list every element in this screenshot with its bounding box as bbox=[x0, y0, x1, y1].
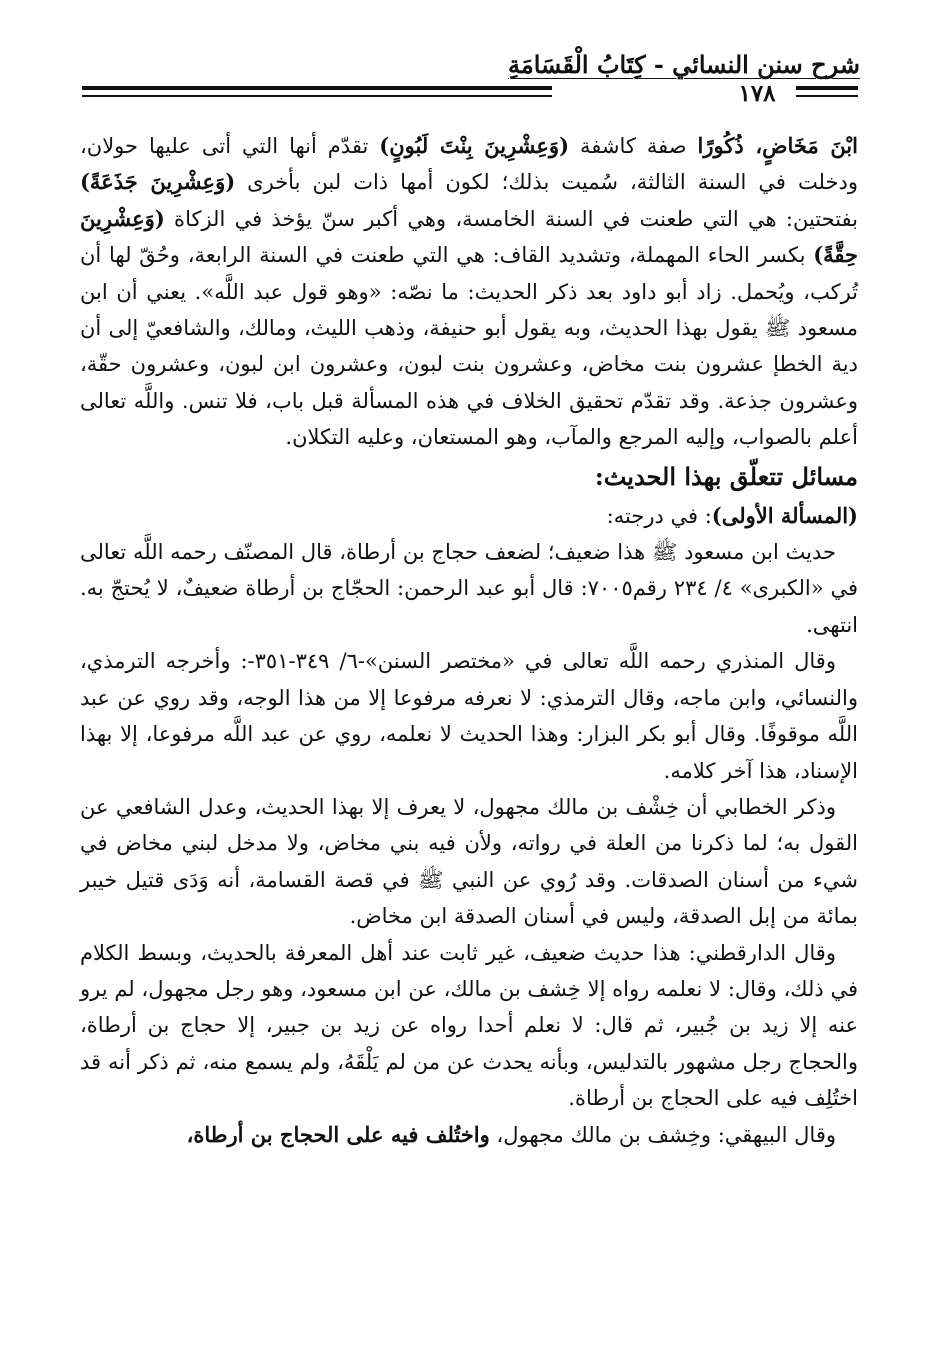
issue-line: (المسألة الأولى): في درجته: bbox=[606, 502, 858, 528]
paragraph-2: حديث ابن مسعود ﷺ هذا ضعيف؛ لضعف حجاج بن أرطاة، قال المصنّف رحمه اللَّه تعالى في «الكبرى» ٤/ ٢٣٤ رقم٧٠٠٥: قال أبو عبد الرحمن: الحجّاج بن أرطاة ضعيفٌ، لا يُحتجّ به. انتهى. bbox=[80, 540, 858, 637]
bold-phrase: واختُلف فيه على الحجاج بن أرطاة، bbox=[186, 1121, 490, 1147]
paragraph-6: وقال البيهقي: وخِشف بن مالك مجهول، واختُلف فيه على الحجاج بن أرطاة، bbox=[186, 1121, 836, 1147]
page-number: ١٧٨ bbox=[738, 80, 776, 107]
issue-label: (المسألة الأولى) bbox=[711, 502, 858, 528]
running-header-title: شرح سنن النسائي - كِتَابُ الْقَسَامَةِ bbox=[508, 50, 860, 79]
section-heading: مسائل تتعلّق بهذا الحديث: bbox=[594, 461, 858, 491]
bold-term: ابْنَ مَخَاضٍ، ذُكُورًا bbox=[697, 133, 858, 158]
header-rule bbox=[82, 86, 552, 100]
header-rule-short bbox=[796, 86, 858, 100]
bold-term: (وَعِشْرِينَ بِنْتَ لَبُونٍ) bbox=[379, 133, 570, 158]
body-text bbox=[80, 128, 858, 1153]
paragraph-1: ابْنَ مَخَاضٍ، ذُكُورًا صفة كاشفة (وَعِشْرِينَ بِنْتَ لَبُونٍ) تقدّم أنها التي أتى عليها حولان، ودخلت في السنة الثالثة، سُميت بذلك؛ لكون أمها ذات لبن بأخرى (وَعِشْرِينَ جَذَعَةً) بفتحتين: هي التي طعنت في السنة الخامسة، وهي أكبر سنّ يؤخذ في الزكاة (وَعِشْرِينَ حِقَّةً) بكسر الحاء المهملة، وتشديد القاف: هي التي طعنت في السنة الرابعة، وحُقّ لها أن تُركب، ويُحمل. زاد أبو داود بعد ذكر الحديث: ما نصّه: «وهو قول عبد اللَّه». يعني أن ابن مسعود ﷺ يقول بهذا الحديث، وبه يقول أبو حنيفة، وذهب الليث، ومالك، والشافعيّ إلى أن دية الخطإ عشرون بنت مخاض، وعشرون بنت لبون، وعشرون ابن لبون، وعشرون حقّة، وعشرون جذعة. وقد تقدّم تحقيق الخلاف في هذه المسألة قبل باب، فلا تنس. واللَّه تعالى أعلم بالصواب، وإليه المرجع والمآب، وهو المستعان، وعليه التكلان. bbox=[80, 133, 858, 450]
paragraph-4: وذكر الخطابي أن خِشْف بن مالك مجهول، لا يعرف إلا بهذا الحديث، وعدل الشافعي عن القول به؛ لما ذكرنا من العلة في رواته، ولأن فيه بني مخاض، ولا مدخل لبني مخاض في شيء من أسنان الصدقات. وقد رُوي عن النبي ﷺ في قصة القسامة، أنه وَدَى قتيل خيبر بمائة من إبل الصدقة، وليس في أسنان الصدقة ابن مخاض. bbox=[80, 794, 858, 929]
paragraph-5: وقال الدارقطني: هذا حديث ضعيف، غير ثابت عند أهل المعرفة بالحديث، وبسط الكلام في ذلك، وقال: لا نعلمه رواه إلا خِشف بن مالك، عن ابن مسعود، وهو رجل مجهول، لم يرو عنه إلا زيد بن جُبير، ثم قال: لا نعلم أحدا رواه عن زيد بن جبير، إلا حجاج بن أرطاة، والحجاج رجل مشهور بالتدليس، وبأنه يحدث عن من لم يَلْقَهُ، ولم يسمع منه، ثم ذكر أنه قد اختُلِف فيه على الحجاج بن أرطاة. bbox=[80, 940, 858, 1111]
paragraph-3: وقال المنذري رحمه اللَّه تعالى في «مختصر السنن»-٦/ ٣٤٩-٣٥١-: وأخرجه الترمذي، والنسائي، وابن ماجه، وقال الترمذي: لا نعرفه مرفوعا إلا من هذا الوجه، وقد روي عن عبد اللَّه موقوفًا. وقال أبو بكر البزار: وهذا الحديث لا نعلمه، روي عن عبد اللَّه مرفوعا، إلا بهذا الإسناد، هذا آخر كلامه. bbox=[80, 649, 858, 783]
bold-term: (وَعِشْرِينَ جَذَعَةً) bbox=[80, 169, 236, 195]
bold-term: (وَعِشْرِينَ حِقَّةً) bbox=[80, 205, 858, 268]
